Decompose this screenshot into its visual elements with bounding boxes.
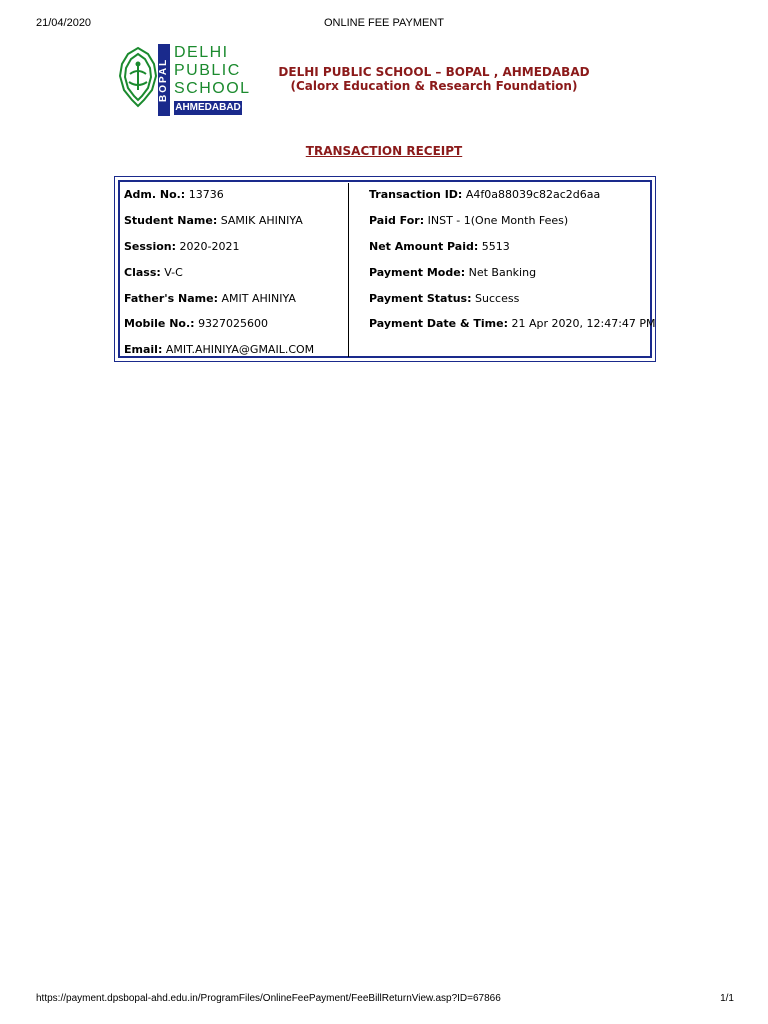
receipt-title: TRANSACTION RECEIPT [305,144,463,158]
field-adm-no [124,188,224,201]
field-fathers-name [124,292,296,305]
field-value: 21 Apr 2020, 12:47:47 PM [511,317,656,330]
field-label: Class: [124,266,161,279]
logo-word-delhi: DELHI [174,44,229,61]
field-value: Success [475,292,520,305]
logo-side-bar [158,44,170,116]
field-label: Payment Date & Time: [369,317,508,330]
field-transaction-id [369,188,600,201]
logo-city: AHMEDABAD [175,102,241,113]
logo-word-school: SCHOOL [174,80,251,97]
field-payment-mode [369,266,536,279]
field-paid-for [369,214,568,227]
field-payment-status [369,292,519,305]
print-date: 21/04/2020 [36,17,92,29]
field-label: Adm. No.: [124,188,186,201]
field-value: AMIT AHINIYA [221,292,296,305]
field-value: SAMIK AHINIYA [220,214,303,227]
field-value: 5513 [481,240,510,253]
column-divider [348,183,349,357]
field-value: V-C [164,266,183,279]
logo-word-public: PUBLIC [174,62,241,79]
receipt-inner-frame [118,180,656,358]
field-session [124,240,240,253]
field-value: AMIT.AHINIYA@GMAIL.COM [165,343,315,356]
field-net-amount [369,240,510,253]
field-label: Session: [124,240,177,253]
field-label: Transaction ID: [369,188,463,201]
field-label: Email: [124,343,163,356]
field-mobile [124,317,268,330]
field-label: Net Amount Paid: [369,240,479,253]
field-label: Payment Status: [369,292,472,305]
print-footer-url: https://payment.dpsbopal-ahd.edu.in/ProgramFiles/OnlineFeePayment/FeeBillReturnView.asp?ID=67866 [36,993,501,1004]
print-page-number: 1/1 [720,993,734,1004]
field-value: A4f0a88039c82ac2d6aa [465,188,601,201]
field-value: 13736 [188,188,224,201]
receipt-box [114,176,656,362]
field-student-name [124,214,303,227]
field-value: 2020-2021 [179,240,240,253]
field-payment-datetime [369,317,656,330]
field-email [124,343,314,356]
lamp-emblem-icon [114,44,162,110]
field-value: Net Banking [468,266,537,279]
field-label: Paid For: [369,214,425,227]
field-label: Father's Name: [124,292,218,305]
logo-side-text: BOPAL [158,57,169,103]
field-value: INST - 1(One Month Fees) [427,214,569,227]
field-label: Student Name: [124,214,218,227]
print-title: ONLINE FEE PAYMENT [323,17,444,29]
field-label: Mobile No.: [124,317,195,330]
school-foundation: (Calorx Education & Research Foundation) [290,79,578,93]
field-label: Payment Mode: [369,266,466,279]
field-value: 9327025600 [198,317,269,330]
field-class [124,266,183,279]
school-name: DELHI PUBLIC SCHOOL – BOPAL , AHMEDABAD [278,65,590,79]
